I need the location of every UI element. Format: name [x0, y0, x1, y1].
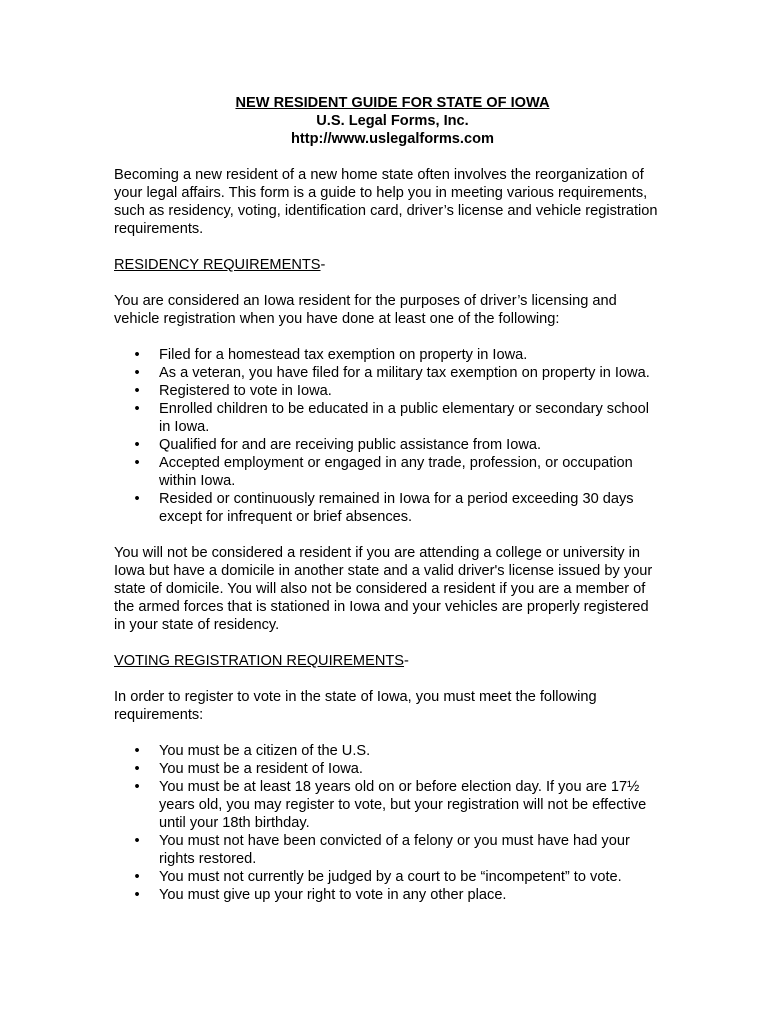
- list-item: [114, 436, 659, 454]
- bullet-icon: •: [134, 491, 140, 507]
- voting-lead: In order to register to vote in the state of Iowa, you must meet the following requirements:: [114, 689, 597, 723]
- bullet-icon: •: [134, 869, 140, 885]
- list-item-text: Enrolled children to be educated in a public elementary or secondary school in Iowa.: [159, 401, 649, 435]
- bullet-icon: •: [134, 887, 140, 903]
- list-item-text: You must be a citizen of the U.S.: [159, 743, 371, 759]
- list-item: [114, 400, 659, 436]
- list-item-text: Filed for a homestead tax exemption on property in Iowa.: [159, 347, 528, 363]
- list-item: [114, 742, 659, 760]
- voting-list: [114, 742, 659, 904]
- list-item-text: Resided or continuously remained in Iowa for a period exceeding 30 days except for infrequent or brief absences.: [159, 491, 634, 525]
- residency-list: [114, 346, 659, 526]
- list-item-text: You must be at least 18 years old on or before election day. If you are 17½ years old, you may register to vote, but your registration will not be effective until your 18th birthday.: [159, 779, 647, 831]
- list-item: [114, 490, 659, 526]
- list-item: [114, 832, 659, 868]
- list-item-text: You must not have been convicted of a felony or you must have had your rights restored.: [159, 833, 630, 867]
- list-item-text: Accepted employment or engaged in any trade, profession, or occupation within Iowa.: [159, 455, 633, 489]
- list-item: [114, 760, 659, 778]
- list-item-text: You must not currently be judged by a court to be “incompetent” to vote.: [159, 869, 622, 885]
- residency-heading: [114, 256, 659, 274]
- residency-heading-suffix: -: [320, 257, 326, 273]
- intro-paragraph: Becoming a new resident of a new home state often involves the reorganization of your legal affairs. This form is a guide to help you in meeting various requirements, such as residency, voting, identification card, driver’s license and vehicle registration requirements.: [114, 167, 658, 237]
- list-item-text: Registered to vote in Iowa.: [159, 383, 332, 399]
- list-item-text: As a veteran, you have filed for a military tax exemption on property in Iowa.: [159, 365, 650, 381]
- document-page: [114, 94, 659, 904]
- list-item: [114, 346, 659, 364]
- residency-heading-text: RESIDENCY REQUIREMENTS: [114, 257, 321, 273]
- bullet-icon: •: [134, 383, 140, 399]
- publisher-name: U.S. Legal Forms, Inc.: [316, 113, 469, 129]
- bullet-icon: •: [134, 437, 140, 453]
- bullet-icon: •: [134, 347, 140, 363]
- voting-heading-text: VOTING REGISTRATION REQUIREMENTS: [114, 653, 405, 669]
- list-item: [114, 454, 659, 490]
- list-item: [114, 778, 659, 832]
- residency-lead: You are considered an Iowa resident for the purposes of driver’s licensing and vehicle registration when you have done at least one of the following:: [114, 293, 617, 327]
- publisher-website: http://www.uslegalforms.com: [291, 131, 494, 147]
- voting-heading: [114, 652, 659, 670]
- bullet-icon: •: [134, 455, 140, 471]
- document-title: NEW RESIDENT GUIDE FOR STATE OF IOWA: [235, 95, 550, 111]
- bullet-icon: •: [134, 743, 140, 759]
- voting-heading-suffix: -: [404, 653, 409, 669]
- bullet-icon: •: [134, 365, 140, 381]
- bullet-icon: •: [134, 761, 140, 777]
- list-item: [114, 364, 659, 382]
- residency-note: You will not be considered a resident if you are attending a college or university in Iowa but have a domicile in another state and a valid driver's license issued by your state of domicile. You will also not be considered a resident if you are a member of the armed forces that is stationed in Iowa and your vehicles are properly registered in your state of residency.: [114, 545, 653, 633]
- list-item: [114, 886, 659, 904]
- document-header: [114, 94, 659, 148]
- list-item-text: Qualified for and are receiving public assistance from Iowa.: [159, 437, 542, 453]
- bullet-icon: •: [134, 401, 140, 417]
- list-item-text: You must be a resident of Iowa.: [159, 761, 363, 777]
- bullet-icon: •: [134, 833, 140, 849]
- bullet-icon: •: [134, 779, 140, 795]
- list-item: [114, 868, 659, 886]
- list-item-text: You must give up your right to vote in any other place.: [159, 887, 507, 903]
- list-item: [114, 382, 659, 400]
